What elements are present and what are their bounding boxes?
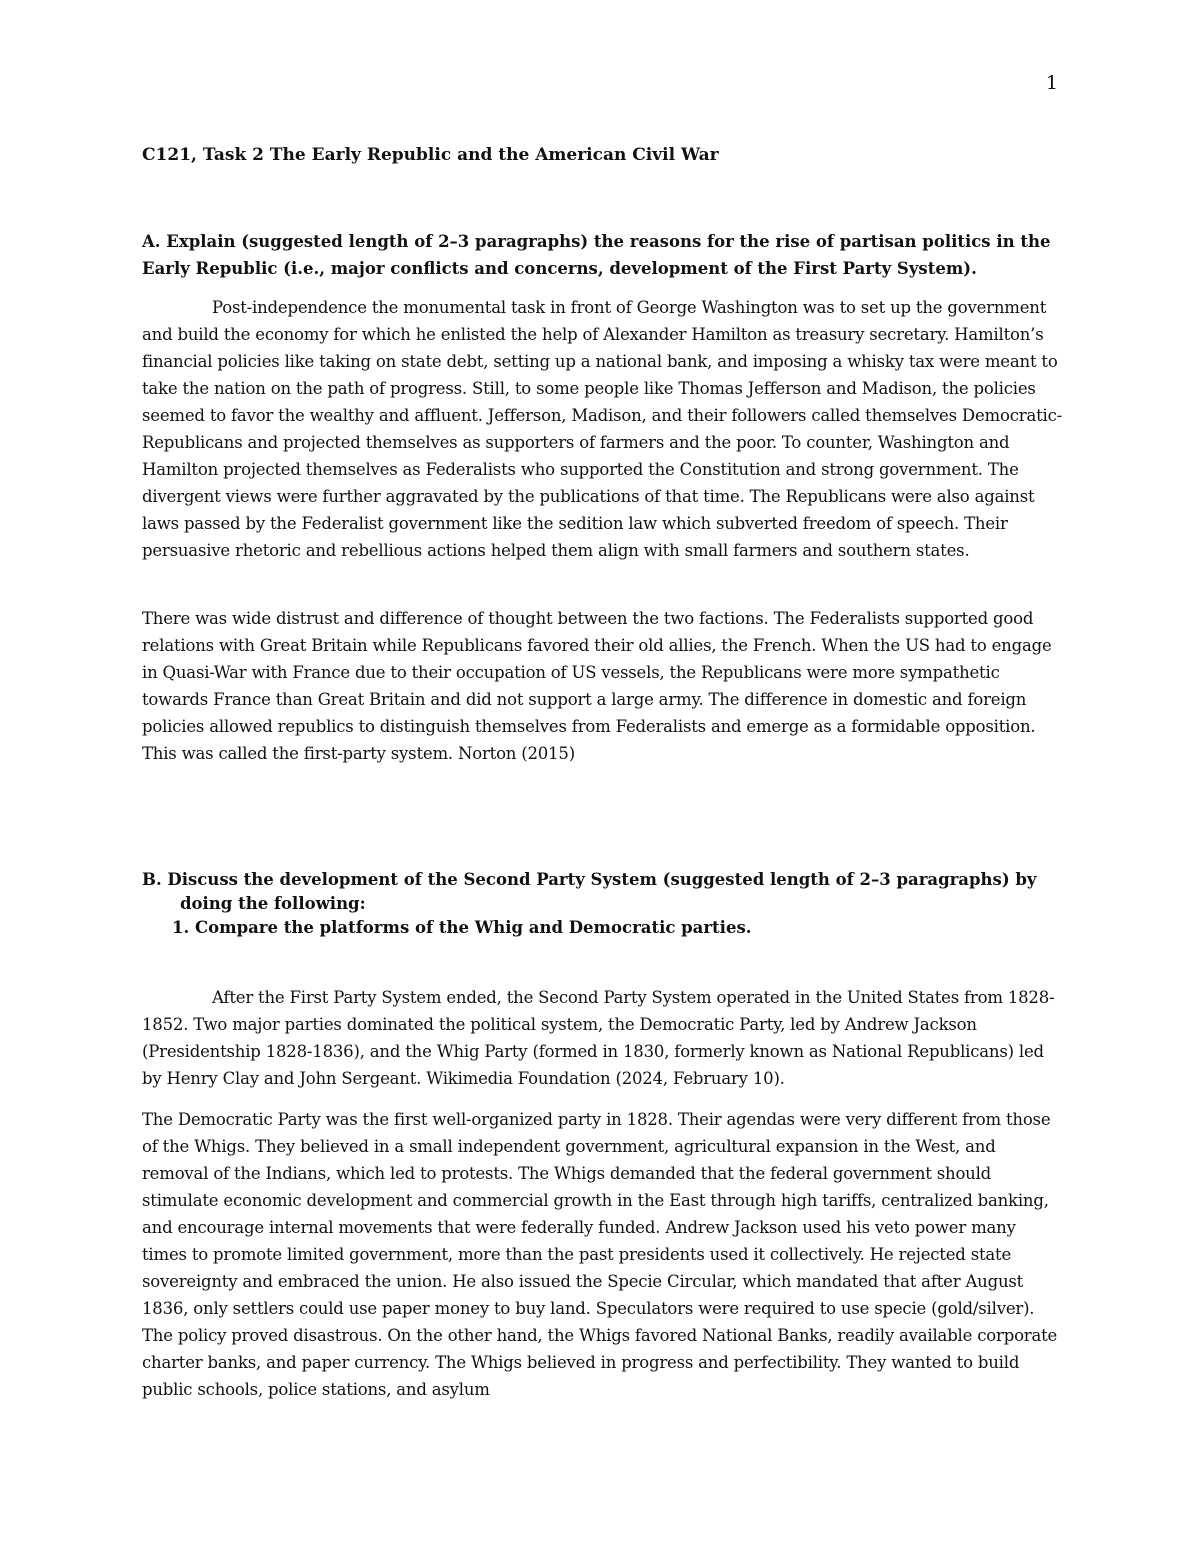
section-b-heading-line-2: doing the following: — [180, 894, 366, 913]
section-b-paragraph-2: The Democratic Party was the first well-organized party in 1828. Their agendas were very different from those of the Whigs. They believed in a small independent government, agricultural expansion in the West, and removal of the Indians, which led to protests. The Whigs demanded that the federal government should stimulate economic development and commercial growth in the East through high tariffs, centralized banking, and encourage internal movements that were federally funded. Andrew Jackson used his veto power many times to promote limited government, more than the past presidents used it collectively. He rejected state sovereignty and embraced the union. He also issued the Specie Circular, which mandated that after August 1836, only settlers could use paper money to buy land. Speculators were required to use specie (gold/silver). The policy proved disastrous. On the other hand, the Whigs favored National Banks, readily available corporate charter banks, and paper currency. The Whigs believed in progress and perfectibility. They wanted to build public schools, police stations, and asylum — [142, 1110, 1058, 1399]
section-a-paragraph-2: There was wide distrust and difference of thought between the two factions. The Federalists supported good relations with Great Britain while Republicans favored their old allies, the French. When the US had to engage in Quasi-War with France due to their occupation of US vessels, the Republicans were more sympathetic towards France than Great Britain and did not support a large army. The difference in domestic and foreign policies allowed republics to distinguish themselves from Federalists and emerge as a formidable opposition. This was called the first-party system. Norton (2015) — [142, 609, 1052, 763]
section-a-paragraph-1: Post-independence the monumental task in front of George Washington was to set up the government and build the economy for which he enlisted the help of Alexander Hamilton as treasury secretary. Hamilton’s financial policies like taking on state debt, setting up a national bank, and imposing a whisky tax were meant to take the nation on the path of progress. Still, to some people like Thomas Jefferson and Madison, the policies seemed to favor the wealthy and affluent. Jefferson, Madison, and their followers called themselves Democratic-Republicans and projected themselves as supporters of farmers and the poor. To counter, Washington and Hamilton projected themselves as Federalists who supported the Constitution and strong government. The divergent views were further aggravated by the publications of that time. The Republicans were also against laws passed by the Federalist government like the sedition law which subverted freedom of speech. Their persuasive rhetoric and rebellious actions helped them align with small farmers and southern states. — [142, 298, 1063, 560]
section-b-heading — [142, 868, 1062, 940]
document-title: C121, Task 2 The Early Republic and the American Civil War — [142, 145, 719, 165]
section-a-heading: A. Explain (suggested length of 2–3 paragraphs) the reasons for the rise of partisan politics in the Early Republic (i.e., major conflicts and concerns, development of the First Party System). — [142, 232, 1051, 278]
section-b-heading-line-3: 1. Compare the platforms of the Whig and Democratic parties. — [172, 918, 752, 937]
section-b-paragraph-1: After the First Party System ended, the Second Party System operated in the United States from 1828-1852. Two major parties dominated the political system, the Democratic Party, led by Andrew Jackson (Presidentship 1828-1836), and the Whig Party (formed in 1830, formerly known as National Republicans) led by Henry Clay and John Sergeant. Wikimedia Foundation (2024, February 10). — [142, 988, 1055, 1088]
section-b-heading-line-1: B. Discuss the development of the Second Party System (suggested length of 2–3 paragraphs) by — [142, 870, 1037, 889]
page-number: 1 — [1045, 72, 1058, 94]
